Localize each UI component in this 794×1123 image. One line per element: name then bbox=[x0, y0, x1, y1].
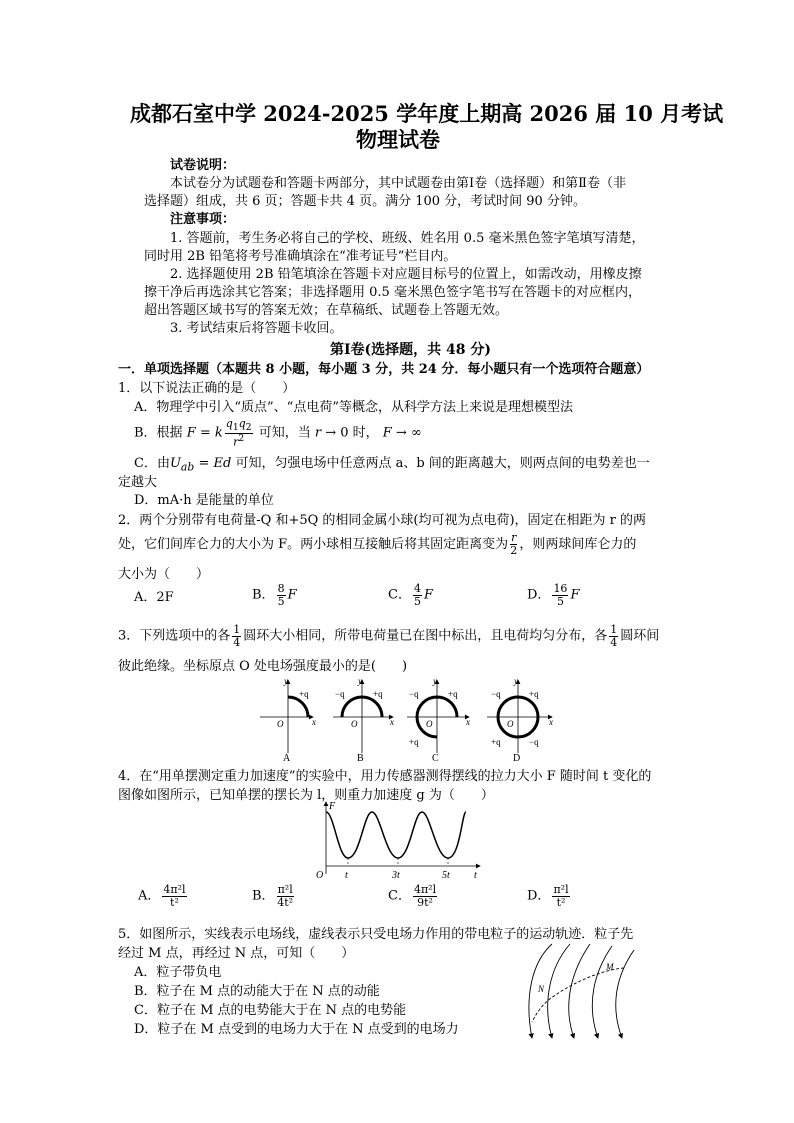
attention-item: 同时用 2B 铅笔将考号准确填涂在“准考证号”栏目内。 bbox=[144, 249, 457, 264]
q1-option-d: D．mA·h 是能量的单位 bbox=[134, 493, 274, 508]
attention-item: 2. 选择题使用 2B 铅笔填涂在答题卡对应题目标号的位置上，如需改动，用橡皮擦 bbox=[170, 267, 642, 282]
q3-diagram-b bbox=[333, 676, 394, 763]
q4-option-b: B． $\frac{\text{π²l}}{\text{4t²}}$ bbox=[252, 883, 294, 909]
svg-text:y: y bbox=[358, 676, 362, 686]
q3-figure bbox=[255, 675, 560, 763]
q5-option-a: A．粒子带负电 bbox=[134, 965, 222, 980]
q3-diagram-a bbox=[260, 676, 316, 763]
q3-stem: 彼此绝缘。坐标原点 O 处电场强度最小的是( ) bbox=[118, 659, 408, 674]
q1-stem: 1．以下说法正确的是（ ） bbox=[118, 381, 296, 396]
q1-option-c: C．由$U_{ab} = Ed$ 可知，匀强电场中任意两点 a、b 间的距离越大，则两点间的电势差也一 bbox=[134, 456, 650, 474]
svg-text:+q: +q bbox=[491, 737, 501, 747]
exam-note-label: 试卷说明： bbox=[170, 158, 236, 173]
attention-item: 超出答题区域书写的答案无效；在草稿纸、试题卷上答题无效。 bbox=[144, 303, 509, 318]
attention-item: 擦干净后再选涂其它答案；非选择题用 0.5 毫米黑色签字笔书写在答题卡的对应框内， bbox=[144, 285, 641, 300]
svg-text:t: t bbox=[474, 870, 477, 881]
q5-option-c: C．粒子在 M 点的电势能大于在 N 点的电势能 bbox=[134, 1003, 407, 1018]
q4-option-c: C． $\frac{\text{4π²l}}{\text{9t²}}$ bbox=[388, 883, 437, 909]
part-heading: 一．单项选择题（本题共 8 小题，每小题 3 分，共 24 分．每小题只有一个选项符合题意） bbox=[118, 362, 650, 377]
q2-option-b: B． $\frac{8}{5}$ F bbox=[252, 582, 297, 608]
q4-option-a: A． $\frac{\text{4π²l}}{\text{t²}}$ bbox=[138, 883, 186, 909]
q2-option-d: D． $\frac{16}{5}$ F bbox=[527, 582, 580, 608]
q4-stem: 图像如图所示，已知单摆的摆长为 l，则重力加速度 g 为（ ） bbox=[118, 788, 494, 803]
svg-text:y: y bbox=[433, 676, 437, 686]
svg-text:+q: +q bbox=[529, 689, 539, 699]
svg-text:−q: −q bbox=[409, 689, 419, 699]
q1-option-b: B．根据 F = k $\frac{q_1q_2}{r^2}$ 可知，当 r → 0 时， F → ∞ bbox=[134, 417, 422, 449]
svg-text:x: x bbox=[549, 717, 553, 727]
section-title: 第Ⅰ卷(选择题，共 48 分) bbox=[330, 342, 492, 358]
attention-label: 注意事项： bbox=[170, 212, 236, 227]
svg-text:−q: −q bbox=[529, 737, 539, 747]
svg-text:+q: +q bbox=[299, 689, 309, 699]
svg-text:N: N bbox=[538, 984, 545, 994]
attention-item: 1. 答题前，考生务必将自己的学校、班级、姓名用 0.5 毫米黑色签字笔填写清楚， bbox=[170, 231, 645, 246]
svg-text:x: x bbox=[390, 717, 394, 727]
svg-text:O: O bbox=[426, 719, 433, 729]
q2-option-a: A．2F bbox=[134, 590, 174, 605]
svg-text:+q: +q bbox=[373, 689, 383, 699]
q2-stem: 大小为（ ） bbox=[118, 567, 210, 582]
exam-note-text: 选择题）组成，共 6 页；答题卡共 4 页。满分 100 分，考试时间 90 分钟。 bbox=[144, 194, 586, 209]
svg-text:y: y bbox=[514, 676, 518, 686]
svg-text:M: M bbox=[606, 962, 614, 972]
q5-option-b: B．粒子在 M 点的动能大于在 N 点的动能 bbox=[134, 984, 380, 999]
q3-diagram-c bbox=[407, 676, 470, 763]
svg-text:x: x bbox=[312, 717, 316, 727]
q3-diagram-d bbox=[487, 676, 553, 763]
q5-field-figure bbox=[512, 942, 642, 1042]
q4-force-time-graph bbox=[310, 798, 485, 882]
svg-text:B: B bbox=[357, 753, 364, 763]
attention-item: 3. 考试结束后将答题卡收回。 bbox=[170, 321, 343, 336]
svg-text:O: O bbox=[316, 870, 324, 881]
q5-stem: 经过 M 点，再经过 N 点，可知（ ） bbox=[118, 946, 355, 961]
exam-subtitle: 物理试卷 bbox=[356, 127, 440, 152]
svg-text:x: x bbox=[466, 717, 470, 727]
exam-note-text: 本试卷分为试题卷和答题卡两部分，其中试题卷由第Ⅰ卷（选择题）和第Ⅱ卷（非 bbox=[170, 176, 626, 191]
q4-stem: 4．在“用单摆测定重力加速度”的实验中，用力传感器测得摆线的拉力大小 F 随时间 t 变化的 bbox=[118, 769, 652, 784]
svg-text:O: O bbox=[351, 719, 358, 729]
q2-option-c: C． $\frac{4}{5}$ F bbox=[388, 582, 433, 608]
svg-text:+q: +q bbox=[409, 737, 419, 747]
svg-text:+q: +q bbox=[448, 689, 458, 699]
svg-text:t: t bbox=[345, 870, 348, 881]
svg-text:O: O bbox=[507, 719, 514, 729]
svg-text:C: C bbox=[432, 753, 439, 763]
svg-text:y: y bbox=[284, 676, 288, 686]
q1-option-c-cont: 定越大 bbox=[118, 475, 158, 490]
q5-stem: 5．如图所示，实线表示电场线，虚线表示只受电场力作用的带电粒子的运动轨迹．粒子先 bbox=[118, 927, 634, 942]
q2-stem: 处，它们间库仑力的大小为 F。两小球相互接触后将其固定距离变为 $\frac{r}{2}$ ，则两球间库仑力的 bbox=[118, 531, 637, 557]
svg-text:O: O bbox=[277, 719, 284, 729]
svg-text:A: A bbox=[283, 753, 291, 763]
svg-text:3t: 3t bbox=[392, 870, 400, 881]
svg-text:5t: 5t bbox=[442, 870, 450, 881]
q1-option-a: A．物理学中引入“质点”、“点电荷”等概念，从科学方法上来说是理想模型法 bbox=[134, 400, 573, 415]
svg-text:−q: −q bbox=[335, 689, 345, 699]
q4-option-d: D． $\frac{\text{π²l}}{\text{t²}}$ bbox=[527, 883, 569, 909]
svg-text:−q: −q bbox=[491, 689, 501, 699]
exam-title: 成都石室中学 2024-2025 学年度上期高 2026 届 10 月考试 bbox=[130, 101, 724, 126]
svg-text:F: F bbox=[329, 801, 336, 812]
svg-text:D: D bbox=[513, 753, 521, 763]
q2-stem: 2．两个分别带有电荷量-Q 和+5Q 的相同金属小球(均可视为点电荷)，固定在相距为 r 的两 bbox=[118, 513, 647, 528]
q3-stem: 3．下列选项中的各 $\frac{1}{4}$ 圆环大小相同，所带电荷量已在图中标出，且电荷均匀分布，各 $\frac{1}{4}$ 圆环间 bbox=[118, 623, 660, 649]
q5-option-d: D．粒子在 M 点受到的电场力大于在 N 点受到的电场力 bbox=[134, 1022, 459, 1037]
